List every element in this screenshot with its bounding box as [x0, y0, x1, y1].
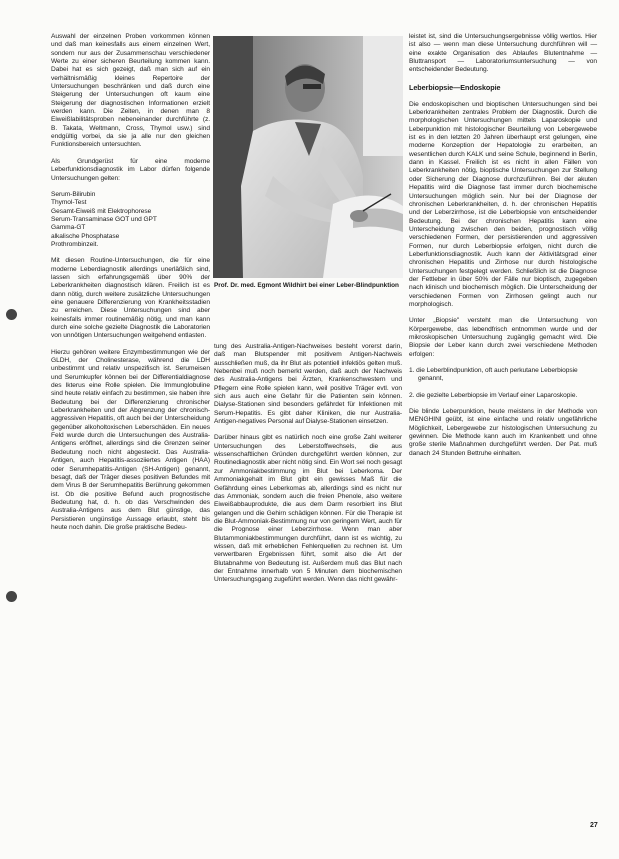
paragraph: Unter „Biopsie" versteht man die Untersuchung von Körpergewebe, das lebendfrisch entnommen wurde und der mikroskopischen Untersuchung zugänglig gemacht wird. Die Biopsie der Leber kann durch zwei verschiedene Methoden erfolgen:: [409, 317, 597, 358]
page-number: 27: [590, 822, 598, 829]
punch-hole-bottom: [6, 591, 17, 602]
punch-hole-top: [6, 309, 17, 320]
list-item: 1. die Leberblindpunktion, oft auch perkutane Leberbiopsie genannt,: [409, 367, 578, 383]
paragraph: Hierzu gehören weitere Enzymbestimmungen wie der GLDH, der Cholinesterase, während die LDH unbestimmt und relativ unspezifisch ist. Serumeisen und Serumkupfer können bei der Differentialdiagnose des Ikterus eine Rolle spielen. Die Immunglobuline sind heute relativ einfach zu bestimmen, sie haben ihre Bedeutung bei der Differenzierung chronischer Leberkrankheiten und der Abgrenzung der chronisch-aggressiven Hepatitis, oft auch bei der Unterscheidung gegenüber alkoholtoxischen Leberschäden. Ein neues Feld wurde durch die Untersuchungen des Australia-Antigens eröffnet, allerdings sind die Grenzen seiner Bedeutung noch nicht abgesteckt. Das Australia-Antigen, auch Hepatitis-assoziiertes Antigen (HAA) oder Serumhepatitis-Antigen (SH-Antigen) genannt, besagt, daß der Träger dieses positiven Befundes mit dem Virus B der Serumhepatitis Berührung gekommen ist. Ob die positive Befund auch prognostische Bedeutung hat, d. h. ob das Verschwinden des Australia-Antigens aus dem Blut günstige, das Persistieren ungünstige Aussage erlaubt, steht bis heute noch dahin. Die große praktische Bedeu-: [51, 348, 210, 531]
paragraph: Mit diesen Routine-Untersuchungen, die für eine moderne Leberdiagnostik allerdings unerläßlich sind, lassen sich erfahrungsgemäß über 90% der Leberkrankheiten diagnostisch klären. Freilich ist es dann nötig, durch weitere zusätzliche Untersuchungen eine genauere Differenzierung von Krankheitsstadien zu erreichen. Diese Untersuchungen sind aber keinesfalls immer routinemäßig nötig, und man kann durch eine solche gezielte Diagnostik die Laboratorien von unnötigen Untersuchungen weitgehend entlasten.: [51, 257, 210, 340]
section-heading: Leberbiopsie—Endoskopie: [409, 82, 501, 92]
text-column-left: [51, 33, 210, 833]
text-column-right: [409, 33, 597, 833]
text-column-middle: [214, 343, 402, 823]
test-list: Serum-Bilirubin Thymol-Test Gesamt-Eiweiß mit Elektrophorese Serum-Transaminase GOT und GPT Gamma-GT alkalische Phosphatase Prothrombinzeit.: [51, 190, 157, 248]
paragraph: leistet ist, sind die Untersuchungsergebnisse völlig wertlos. Hier ist also — wenn man diese Untersuchung durchführen will — eine exakte Organisation des Ablaufes Blutentnahme — Bluttransport — Laboratoriumsuntersuchung — von entscheidender Bedeutung.: [409, 33, 597, 74]
paragraph: Darüber hinaus gibt es natürlich noch eine große Zahl weiterer Untersuchungen des Leberstoffwechsels, die aus wissenschaftlichen Gründen durchgeführt werden können, zur Routinediagnostik aber nicht nötig sind. Ein Wort sei noch gesagt zur Ammoniakbestimmung im Blut bei Leberkoma. Der Ammoniakgehalt im Blut gibt ein gewisses Maß für die Gefährdung eines Leberkomas ab, allerdings sind es nicht nur das Ammoniak, sondern auch die freien Phenole, also weitere Eiweißabbauprodukte, die aus dem Darm resorbiert ins Blut gelangen und die Gehirn schädigen können. Für die Therapie ist die Blut-Ammoniak-Bestimmung nur von geringem Wert, auch für die Prognose einer Leberzirrhose. Wenn man aber Blutammoniakbestimmungen durchführt, dann ist es wichtig, zu wissen, daß mit erheblichen Fehlerquellen zu rechnen ist. Um verwertbaren Ergebnissen führt, somit also die Art der Blutabnahme von Bedeutung ist. Außerdem muß das Blut nach der Entnahme innerhalb von 5 Minuten dem biochemischen Untersuchungsgang zugeführt werden. Wenn das nicht gewähr-: [214, 434, 402, 584]
photo-caption: Prof. Dr. med. Egmont Wildhirt bei einer Leber-Blindpunktion: [214, 282, 399, 289]
paragraph: Auswahl der einzelnen Proben vorkommen können und daß man keinesfalls aus einem einzelnen Wert, sondern nur aus der Zusammenschau verschiedener Werte zu einer sicheren Beurteilung kommen kann. Dabei hat es sich gezeigt, daß man sich auf ein verhältnismäßig kleines Repertoire der Untersuchungen beschränken und daß durch eine Steigerung der Untersuchungen oft kaum eine Steigerung der diagnostischen Informationen erzielt werden kann. Die Zeiten, in denen man 8 Eiweißlabilitätsproben nebeneinander durchführte (z. B. Takata, Weltmann, Cross, Thymol usw.) sind endgültig vorbei, da sie ja alle nur den gleichen Funktionsbereich untersuchten.: [51, 33, 210, 149]
paragraph: tung des Australia-Antigen-Nachweises besteht vorerst darin, daß man Blutspender mit positivem Antigen-Nachweis ausschließen muß, da ihr Blut als potentiell infektiös gelten muß. Nebenbei muß noch bemerkt werden, daß auch der Nachweis des Australia-Antigens bei Ärzten, Krankenschwestern und Pflegern eine Rolle spielen kann, weil positive Träger evtl. von sich aus auch eine Gefahr für die Patienten sein können. Dialyse-Stationen sind besonders gefährdet für Infektionen mit Serum-Hepatitis. Es gibt daher Kliniken, die nur Australia-Antigen-negatives Personal auf Dialyse-Stationen einsetzen.: [214, 343, 402, 426]
paragraph: Als Grundgerüst für eine moderne Leberfunktionsdiagnostik im Labor dürfen folgende Untersuchungen gelten:: [51, 157, 210, 182]
paragraph: Die endoskopischen und bioptischen Untersuchungen sind bei Leberkrankheiten zentrales Problem der Diagnostik. Durch die morphologischen Untersuchungen mittels Laparoskopie und Leberpunktion mit histologischer Beurteilung von Lebergewebe ist es in den letzten 20 Jahren überhaupt erst gelungen, eine moderne Konzeption der Hepatologie zu erarbeiten, an wesentlichen durch KALK und seine Schule, beginnend in Berlin, dann in Kassel. Freilich ist es nicht in allen Fällen von Leberkrankheiten nötig, bioptische Untersuchungen zur Stellung oder Sicherung der Diagnose durchzuführen. Bei der akuten Hepatitis wird die Diagnose fast immer durch biochemische Untersuchungen möglich sein. Nur bei der Diagnose der chronischen Leberkrankheiten, d. h. der chronischen Hepatitis und der Leberzirrhose, ist die Leberbiopsie von entscheidender Bedeutung. Bei der chronischen Hepatitis kann eine Unterscheidung zwischen den beiden, prognostisch völlig verschiedenen Formen, der persistierenden und aggressiven Formen, nur durch Leberbiopsie erfolgen, nicht durch die Leberfunktionsdiagnostik. Auch kann der Aktivitätsgrad einer chronischen Hepatitis und Zirrhose nur durch histologische Untersuchungen festgelegt werden. Schließlich ist die Diagnose der Fettleber in über 50% der Fälle nur bioptisch, zugegeben nach klinisch und biochemisch möglich. Die Unterscheidung der verschiedenen Formen von Zirrhosen gelingt auch nur morphologisch.: [409, 100, 597, 308]
paragraph: Die blinde Leberpunktion, heute meistens in der Methode von MENGHINI geübt, ist eine einfache und relativ ungefährliche Möglichkeit, Lebergewebe zur histologischen Untersuchung zu gewinnen. Die Methode kann auch im Krankenbett und ohne große sterile Maßnahmen durchgeführt werden. Der Pat. muß danach 24 Stunden Bettruhe einhalten.: [409, 408, 597, 457]
list-item: 2. die gezielte Leberbiopsie im Verlauf einer Laparoskopie.: [409, 391, 578, 399]
photo-liver-biopsy: [213, 36, 403, 278]
